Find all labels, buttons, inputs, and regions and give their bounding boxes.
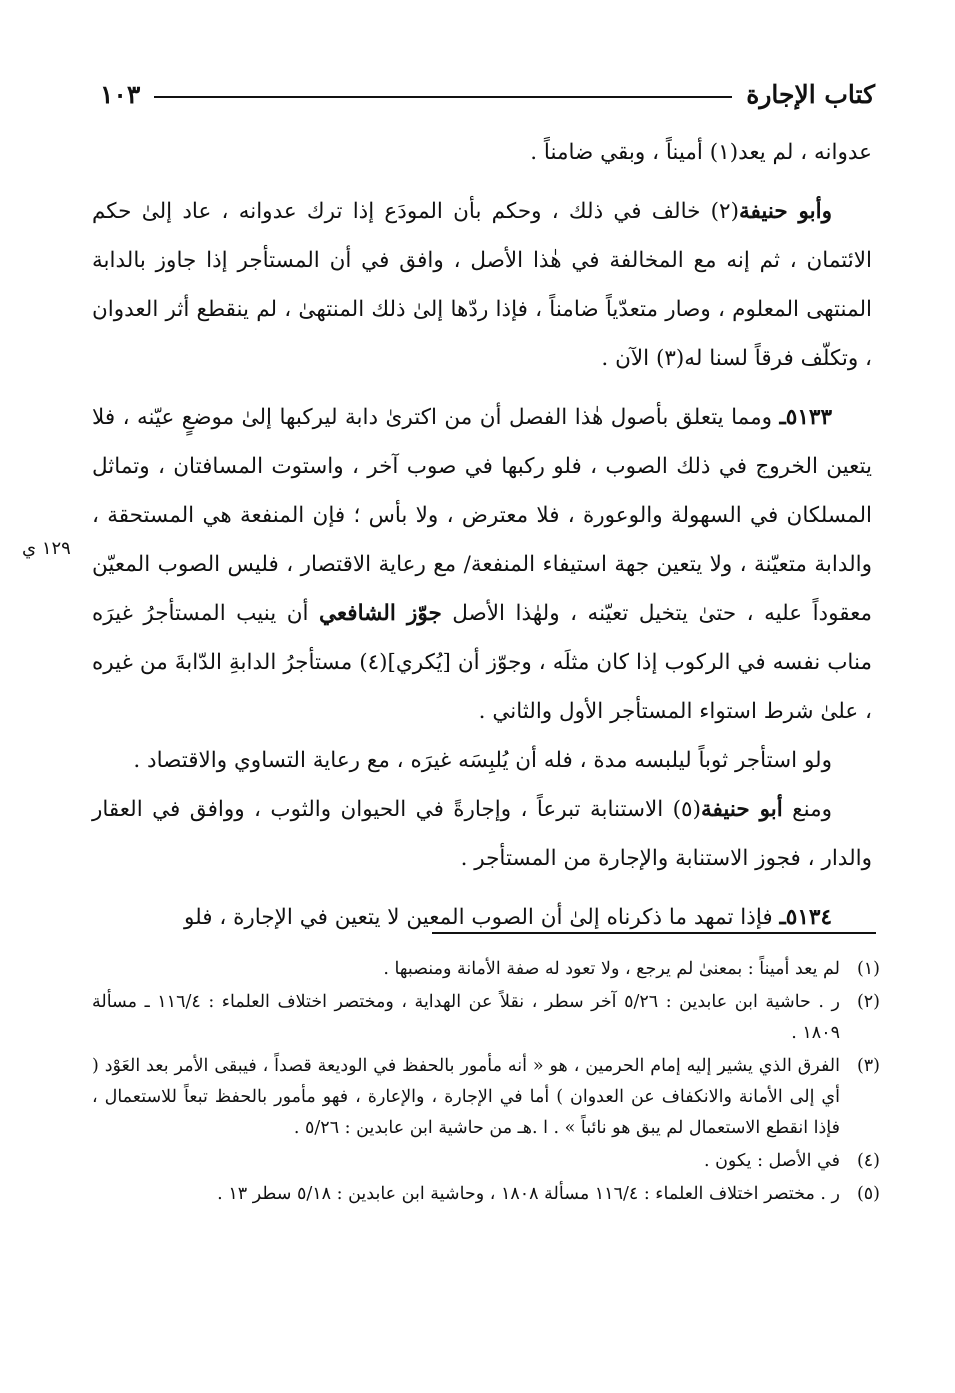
- paragraph-text-tail: أن ينيب المستأجرُ غيرَه مناب نفسه في الركوب إذا كان مثلَه ، وجوّز أن [يُكري](٤) مستأجرُ الدابةِ الدّابةَ من غيره ، علىٰ شرط استواء المستأجر الأول والثاني .: [92, 601, 872, 724]
- footnotes: [92, 954, 880, 1212]
- paragraph-text: (٢) خالف في ذلك ، وحكم بأن المودَع إذا ترك عدوانه ، عاد إلىٰ حكم الائتمان ، ثم إنه مع المخالفة في هٰذا الأصل ، وافق في أن المستأجر إذا جاوز بالدابة المنتهى المعلوم ، وصار متعدّياً ضامناً ، فإذا ردّها إلىٰ ذلك المنتهىٰ ، لم ينقطع أثر العدوان ، وتكلّف فرقاً لسنا له(٣) الآن .: [92, 199, 872, 371]
- paragraph-4: [92, 736, 872, 785]
- footnote-number: (٤): [856, 1151, 880, 1171]
- running-title: كتاب الإجارة: [746, 79, 875, 109]
- paragraph-6: [92, 893, 872, 942]
- paragraph-pre: ومنع: [792, 797, 832, 822]
- footnote: [92, 1051, 880, 1144]
- page-number: ١٠٣: [100, 79, 141, 109]
- footnote-text: في الأصل : يكون .: [703, 1151, 840, 1171]
- margin-page-reference: ١٢٩ ي: [22, 538, 71, 559]
- section-number: ٥١٣٣ـ: [779, 405, 832, 430]
- footnote: [92, 954, 880, 985]
- footnote-text: ر . مختصر اختلاف العلماء : ١١٦/٤ مسألة ١٨٠٨ ، وحاشية ابن عابدين : ٥/١٨ سطر ١٣ .: [217, 1184, 840, 1204]
- paragraph-text: فإذا تمهد ما ذكرناه إلىٰ أن الصوب المعين لا يتعين في الإجارة ، فلو: [184, 905, 780, 930]
- paragraph-text: ومما يتعلق بأصول هٰذا الفصل أن من اكترىٰ دابة ليركبها إلىٰ موضعٍ عيّنه ، فلا يتعين الخروج في ذلك الصوب ، فلو ركبها في صوب آخر ، واستوت المسافتان ، وتماثل المسلكان في السهولة والوعورة ، فلا معترض ، ولا بأس ؛ فإن المنفعة هي المستحقة ، والدابة متعيّنة ، ولا يتعين جهة استيفاء المنفعة/ مع رعاية الاقتصار ، فليس الصوب المعيّن معقوداً عليه ، حتىٰ يتخيل تعيّنه ، ولهٰذا الأصل: [92, 405, 872, 626]
- footnote-rule: [432, 932, 876, 934]
- footnote: [92, 1146, 880, 1177]
- footnote-number: (١): [856, 959, 880, 979]
- footnote-text: لم يعد أميناً : بمعنىٰ لم يرجع ، ولا تعود له صفة الأمانة ومنصبها .: [383, 959, 840, 979]
- header-rule: [154, 96, 732, 98]
- paragraph-3: [92, 393, 872, 736]
- main-text: [92, 128, 872, 942]
- footnote: [92, 987, 880, 1049]
- footnote-number: (٢): [856, 992, 880, 1012]
- footnote: [92, 1179, 880, 1210]
- paragraph-text: عدوانه ، لم يعد(١) أميناً ، وبقي ضامناً .: [530, 140, 872, 165]
- section-number: ٥١٣٤ـ: [779, 905, 832, 930]
- paragraph-text: ولو استأجر ثوباً ليلبسه مدة ، فله أن يُلبِسَه غيرَه ، مع رعاية التساوي والاقتصاد .: [133, 748, 832, 773]
- footnote-number: (٥): [856, 1184, 880, 1204]
- paragraph-bold-name: جوّز الشافعي: [319, 601, 442, 626]
- paragraph-text: (٥) الاستنابة تبرعاً ، وإجارةً في الحيوان والثوب ، ووافق في العقار والدار ، فجوز الاستنابة والإجارة من المستأجر .: [92, 797, 872, 871]
- paragraph-lead: وأبو حنيفة: [739, 199, 832, 224]
- paragraph-lead: أبو حنيفة: [700, 797, 783, 822]
- footnote-number: (٣): [856, 1056, 880, 1076]
- footnote-text: ر . حاشية ابن عابدين : ٥/٢٦ آخر سطر ، نقلاً عن الهداية ، ومختصر اختلاف العلماء : ١١٦/٤ ـ مسألة ١٨٠٩ .: [92, 992, 840, 1043]
- paragraph-2: [92, 187, 872, 383]
- page-header: [100, 72, 875, 116]
- paragraph-5: [92, 785, 872, 883]
- footnote-text: الفرق الذي يشير إليه إمام الحرمين ، هو « أنه مأمور بالحفظ في الوديعة قصداً ، فيبقى الأمر بعد العَوْد ( أي إلى الأمانة والانكفاف عن العدوان ) أما في الإجارة ، والإعارة ، فهو مأمور بالحفظ تبعاً للاستعمال ، فإذا انقطع الاستعمال لم يبق هو نائباً » . ا .هـ من حاشية ابن عابدين : ٥/٢٦ .: [92, 1056, 840, 1138]
- paragraph-1: [92, 128, 872, 177]
